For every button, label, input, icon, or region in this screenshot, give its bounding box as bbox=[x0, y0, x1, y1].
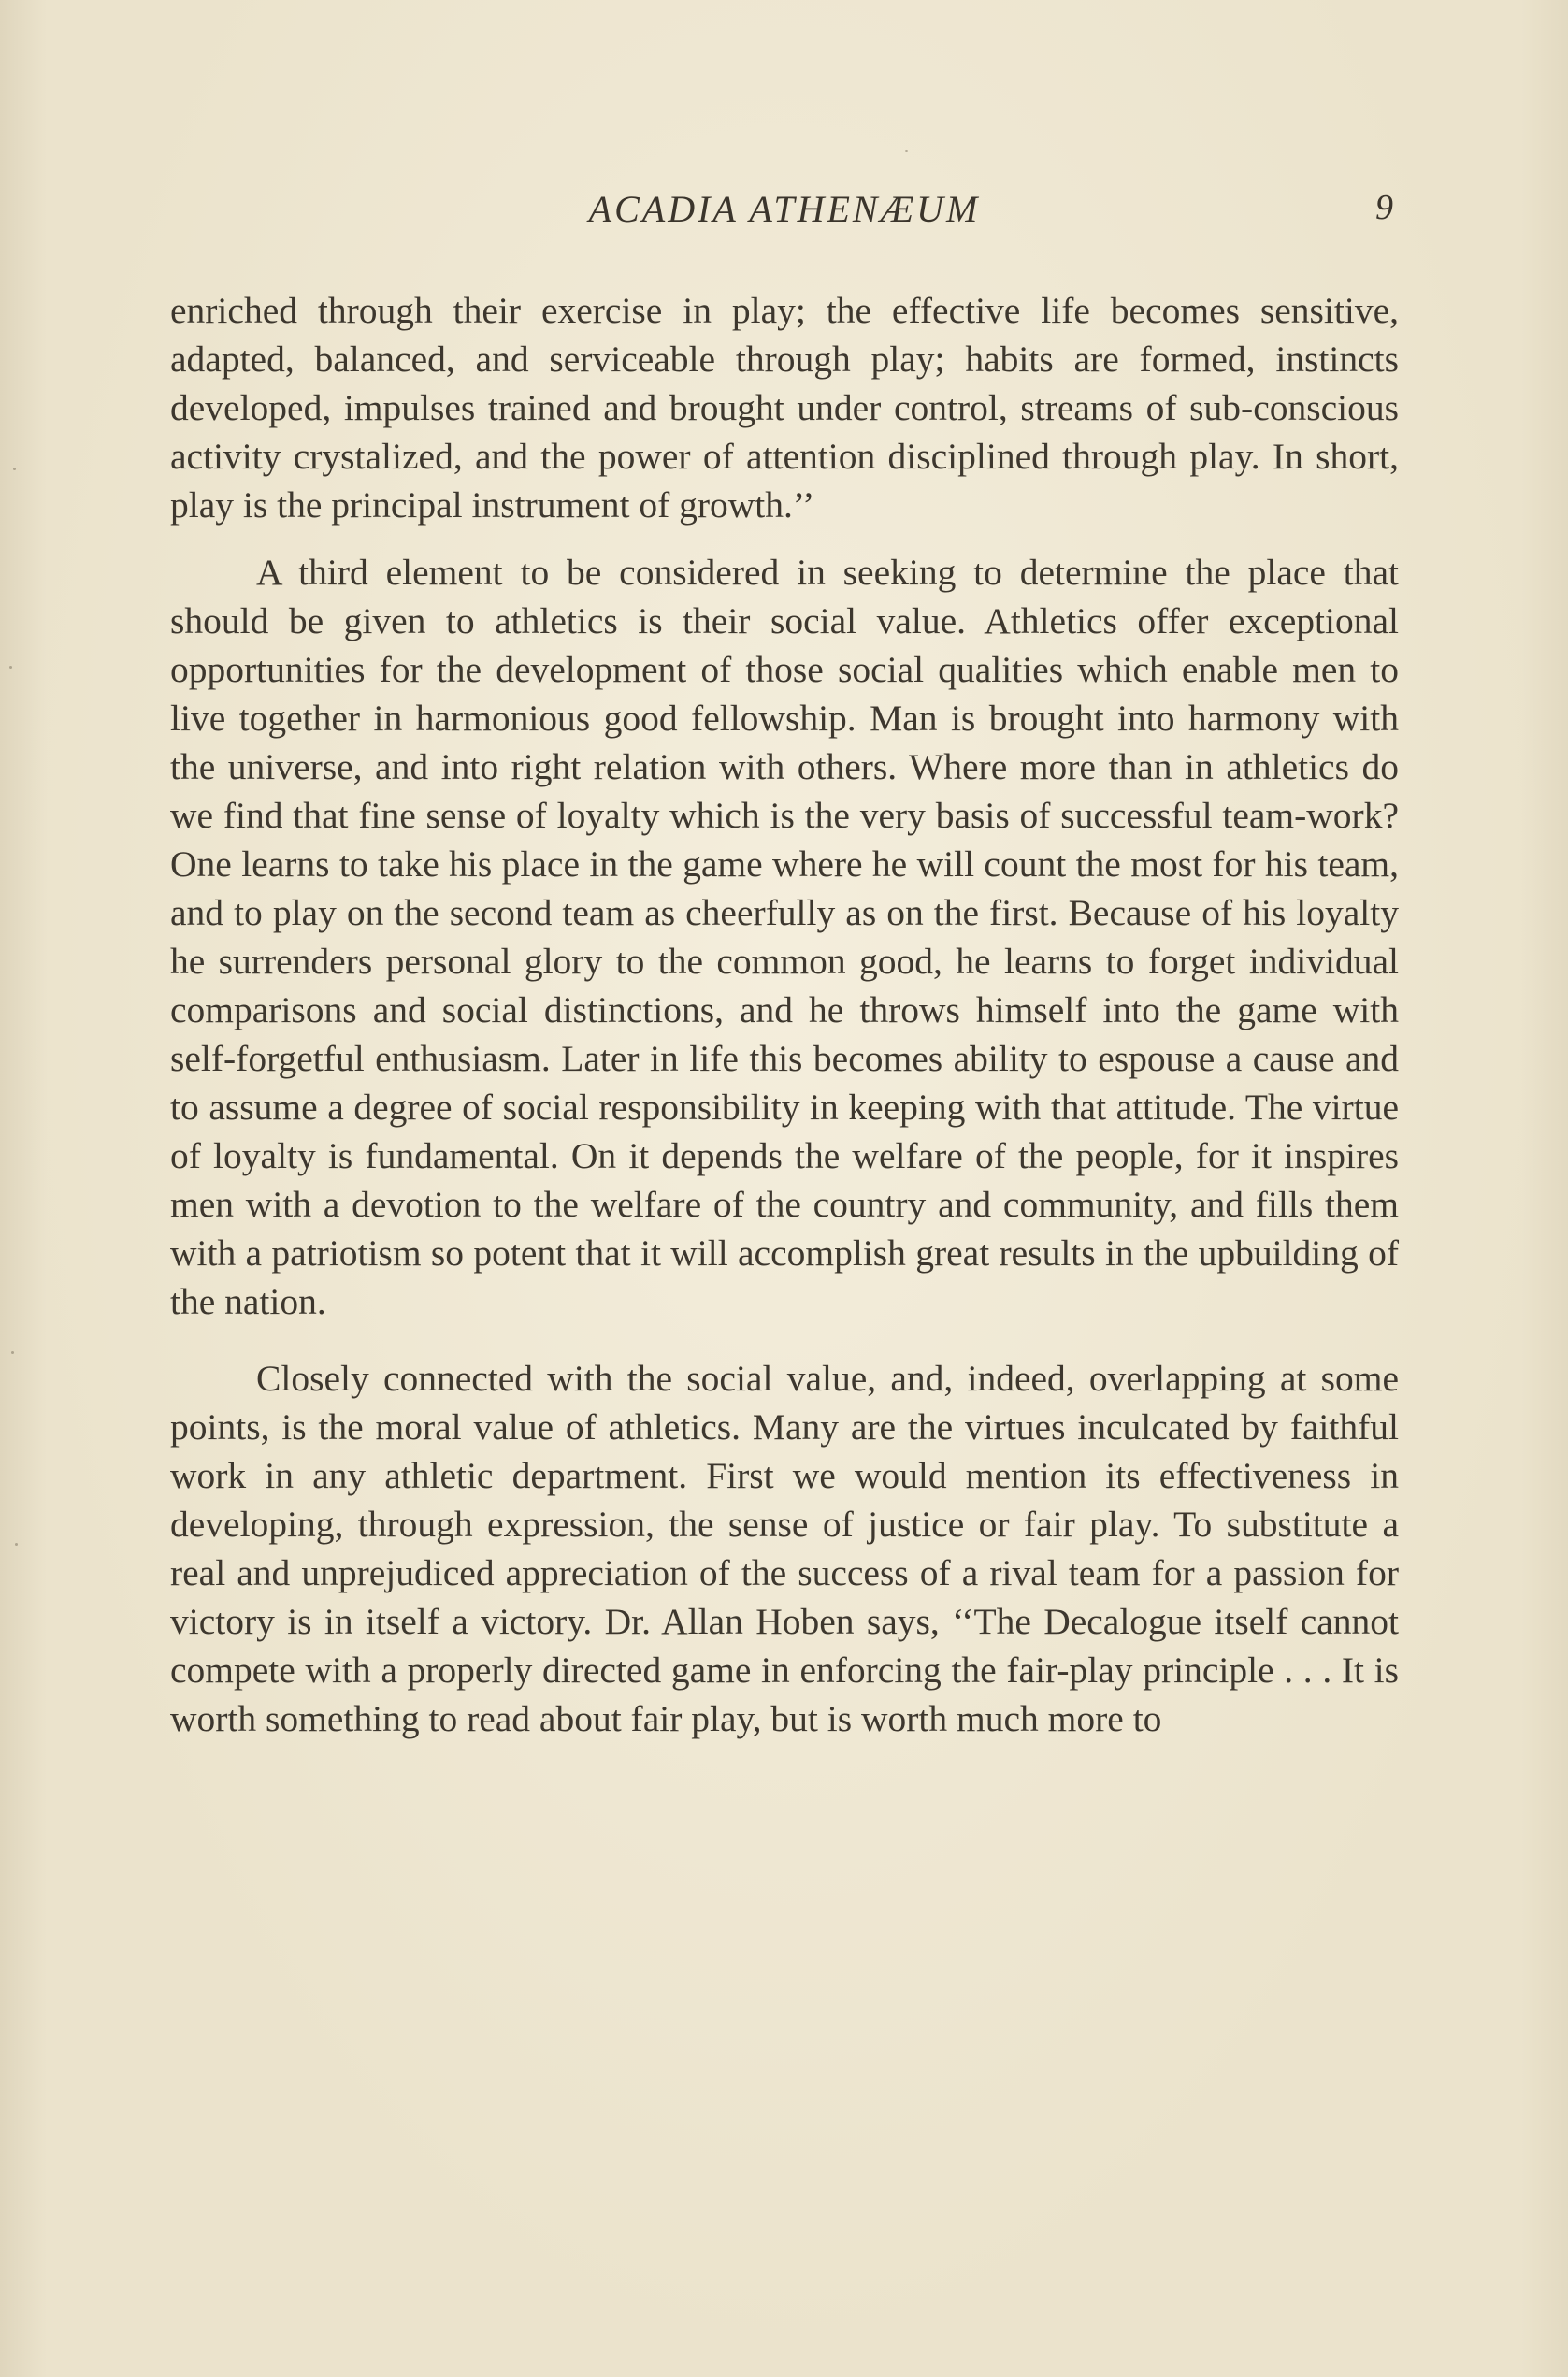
paragraph-moral-value: Closely connected with the social value, and, indeed, overlapping at some points, is the moral value of athletics. Many are the virtues inculcated by faithful work in any athletic department. First we would mention its effectiveness in developing, through expression, the sense of justice or fair play. To substitute a real and unprejudiced appreciation of the success of a rival team for a passion for victory is in itself a victory. Dr. Allan Hoben says, ‘‘The Decalogue itself cannot compete with a properly directed game in enforcing the fair-play principle . . . It is worth something to read about fair play, but is worth much more to bbox=[170, 1358, 1399, 1739]
paragraph-social-value: A third element to be considered in seeking to determine the place that should be given to athletics is their social value. Athletics offer exceptional opportunities for the development of those social qualities which enable men to live together in harmonious good fellowship. Man is brought into harmony with the universe, and into right relation with others. Where more than in athletics do we find that fine sense of loyalty which is the very basis of successful team-work? One learns to take his place in the game where he will count the most for his team, and to play on the second team as cheerfully as on the first. Because of his loyalty he surrenders personal glory to the common good, he learns to forget individual comparisons and social distinctions, and he throws himself into the game with self-forgetful enthusiasm. Later in life this becomes ability to espouse a cause and to assume a degree of social responsibility in keeping with that attitude. The virtue of loyalty is fundamental. On it depends the welfare of the people, for it inspires men with a devotion to the welfare of the country and community, and fills them with a patriotism so potent that it will accomplish great results in the upbuilding of the nation. bbox=[170, 552, 1399, 1322]
paragraph-play-growth: enriched through their exercise in play; the effective life becomes sensitive, adapted, balanced, and serviceable through play; habits are formed, instincts developed, impulses trained and brought under control, streams of sub-conscious activity crystalized, and the power of attention disciplined through play. In short, play is the principal instrument of growth.’’ bbox=[170, 290, 1399, 526]
page-number: 9 bbox=[1375, 188, 1393, 227]
running-title: ACADIA ATHENÆUM bbox=[588, 188, 981, 230]
margin-speck bbox=[15, 1543, 18, 1546]
margin-speck bbox=[13, 468, 16, 470]
margin-speck bbox=[11, 1351, 14, 1354]
margin-speck bbox=[905, 150, 908, 152]
page-header bbox=[170, 187, 1399, 243]
body-text bbox=[170, 286, 1399, 1743]
margin-speck bbox=[9, 666, 12, 669]
